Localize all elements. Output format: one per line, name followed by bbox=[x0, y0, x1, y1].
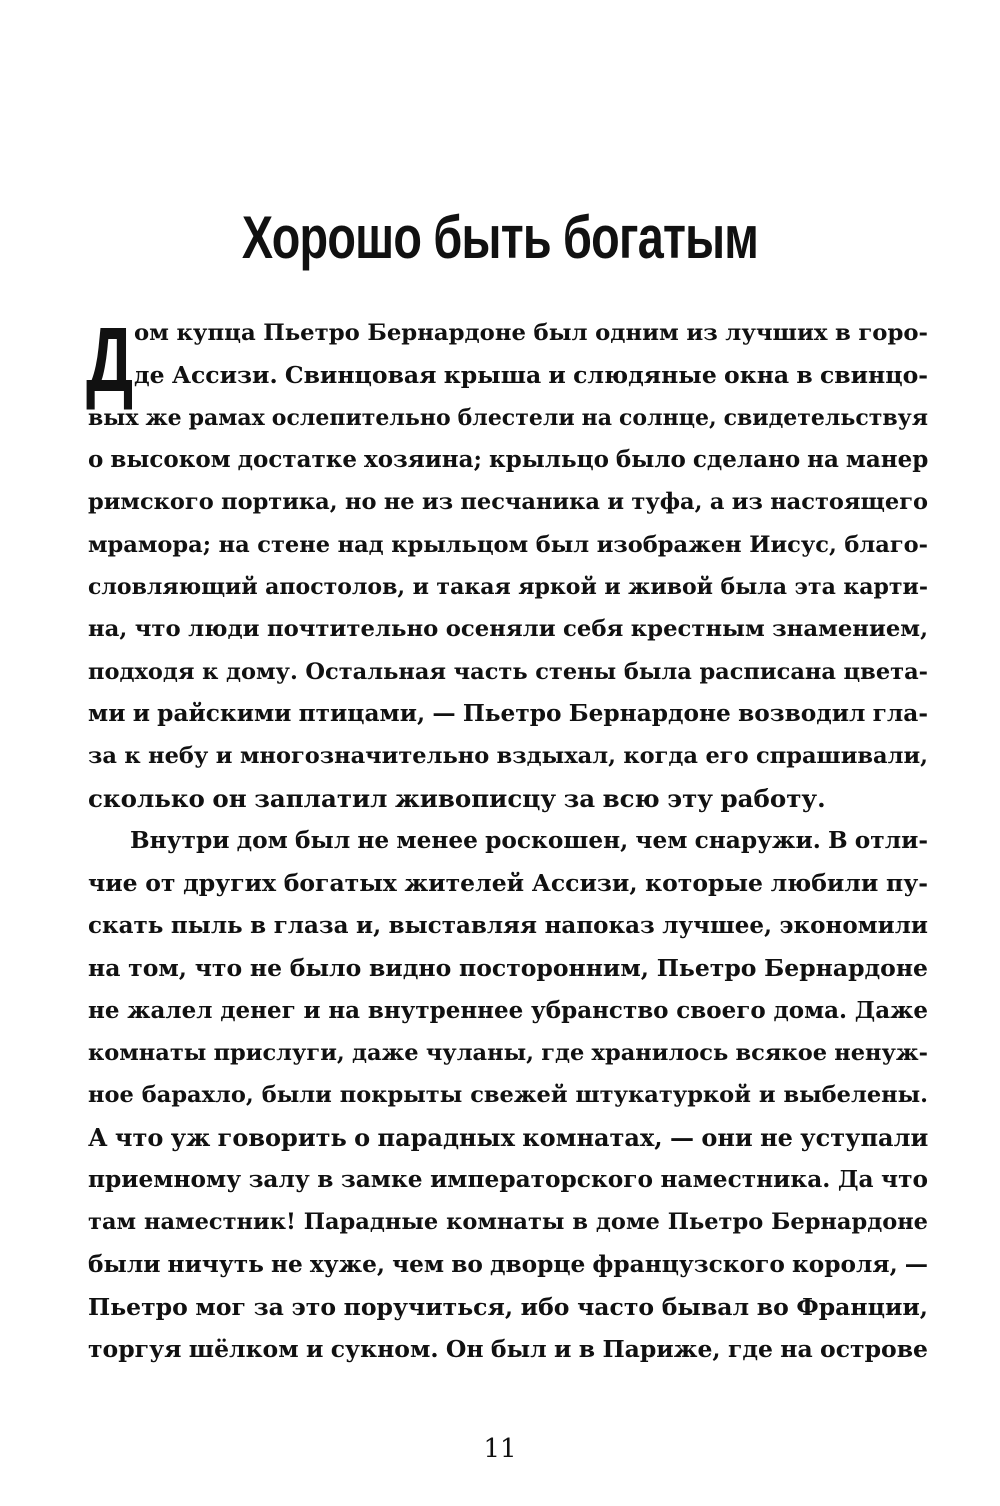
text-line: сколько он заплатил живописцу за всю эту работу. bbox=[88, 783, 826, 813]
text-line: Пьетро мог за это поручиться, ибо часто бывал во Франции, bbox=[88, 1292, 928, 1321]
text-line: были ничуть не хуже, чем во дворце французского короля, — bbox=[88, 1250, 929, 1278]
text-line: мрамора; на стене над крыльцом был изображен Иисус, благо- bbox=[88, 531, 928, 558]
text-line: ом купца Пьетро Бернардоне был одним из лучших в горо- bbox=[134, 320, 928, 346]
text-line: на том, что не было видно посторонним, Пьетро Бернардоне bbox=[88, 954, 928, 983]
text-line: за к небу и многозначительно вздыхал, когда его спрашивали, bbox=[88, 743, 928, 770]
chapter-title: Хорошо быть богатым bbox=[241, 204, 759, 271]
text-line: там наместник! Парадные комнаты в доме Пьетро Бернардоне bbox=[88, 1209, 928, 1236]
text-line: де Ассизи. Свинцовая крыша и слюдяные окна в свинцо- bbox=[134, 361, 928, 390]
text-line: римского портика, но не из песчаника и туфа, а из настоящего bbox=[88, 489, 928, 516]
text-line: Внутри дом был не менее роскошен, чем снаружи. В отли- bbox=[130, 827, 928, 855]
drop-cap: Д bbox=[86, 309, 134, 411]
text-line: торгуя шёлком и сукном. Он был и в Париже, где на острове bbox=[88, 1335, 928, 1364]
paragraph-1 bbox=[86, 309, 929, 820]
text-line: комнаты прислуги, даже чуланы, где хранилось всякое ненуж- bbox=[88, 1039, 928, 1066]
text-line: не жалел денег и на внутреннее убранство своего дома. Даже bbox=[88, 996, 928, 1024]
text-line: ми и райскими птицами, — Пьетро Бернардоне возводил гла- bbox=[88, 700, 928, 728]
page-number: 11 bbox=[483, 1434, 517, 1464]
text-line: на, что люди почтительно осеняли себя крестным знамением, bbox=[88, 616, 928, 643]
text-line: вых же рамах ослепительно блестели на солнце, свидетельствуя bbox=[88, 404, 928, 431]
text-line: словляющий апостолов, и такая яркой и живой была эта карти- bbox=[88, 574, 928, 601]
text-line: подходя к дому. Остальная часть стены была расписана цвета- bbox=[88, 658, 928, 685]
text-line: скать пыль в глаза и, выставляя напоказ лучшее, экономили bbox=[88, 911, 928, 939]
text-line: чие от других богатых жителей Ассизи, которые любили пу- bbox=[88, 869, 928, 898]
text-line: А что уж говорить о парадных комнатах, — они не уступали bbox=[88, 1122, 929, 1152]
text-line: приемному залу в замке императорского наместника. Да что bbox=[88, 1165, 928, 1193]
paragraph-2 bbox=[88, 820, 928, 1370]
text-line: о высоком достатке хозяина; крыльцо было сделано на манер bbox=[88, 446, 929, 474]
text-line: ное барахло, были покрыты свежей штукатуркой и выбелены. bbox=[88, 1082, 928, 1109]
body-text bbox=[86, 309, 929, 1371]
